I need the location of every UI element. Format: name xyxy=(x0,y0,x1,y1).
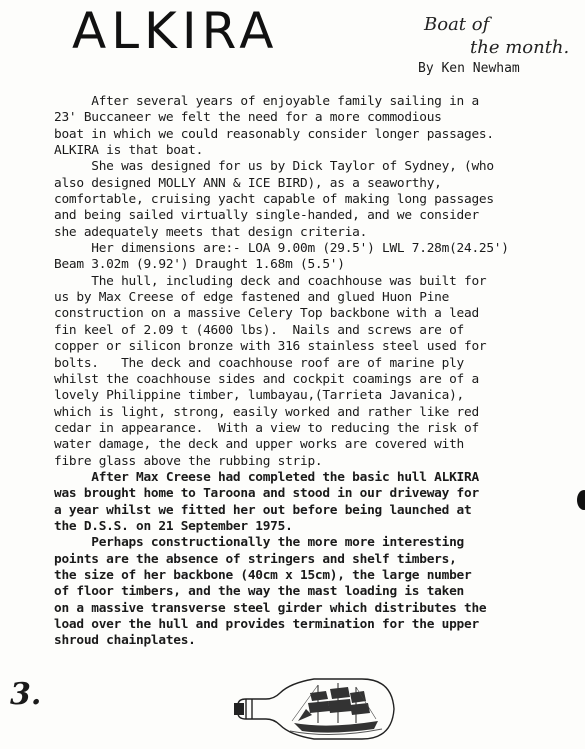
body-line: shroud chainplates. xyxy=(54,633,196,649)
body-line: Beam 3.02m (9.92') Draught 1.68m (5.5') xyxy=(54,257,345,273)
body-line: which is light, strong, easily worked and rather like red xyxy=(54,404,479,420)
body-line: of floor timbers, and the way the mast loading is taken xyxy=(54,584,464,600)
body-line: cedar in appearance. With a view to reducing the risk of xyxy=(54,420,479,436)
body-line: She was designed for us by Dick Taylor of Sydney, (who xyxy=(54,159,494,175)
body-line: copper or silicon bronze with 316 stainless steel used for xyxy=(54,339,487,355)
body-line: After several years of enjoyable family sailing in a xyxy=(54,94,479,109)
punch-hole-mark xyxy=(577,490,585,510)
body-line: Perhaps constructionally the more more interesting xyxy=(54,535,464,551)
body-line: fibre glass above the rubbing strip. xyxy=(54,453,323,469)
body-line: also designed MOLLY ANN & ICE BIRD), as a seaworthy, xyxy=(54,175,442,191)
body-line: boat in which we could reasonably consider longer passages. xyxy=(54,126,494,142)
body-line: water damage, the deck and upper works are covered with xyxy=(54,437,464,453)
body-line: After Max Creese had completed the basic hull ALKIRA xyxy=(54,469,479,485)
body-line: on a massive transverse steel girder which distributes the xyxy=(54,600,487,616)
article-body xyxy=(54,94,566,650)
body-line: was brought home to Taroona and stood in our driveway for xyxy=(54,486,479,502)
boat-of-handwritten: Boat of xyxy=(424,14,490,35)
ship-in-bottle-icon xyxy=(232,669,400,745)
author-byline: By Ken Newham xyxy=(418,61,520,76)
body-line: and being sailed virtually single-handed, and we consider xyxy=(54,208,479,224)
body-line: the size of her backbone (40cm x 15cm), the large number xyxy=(54,567,472,583)
body-line: points are the absence of stringers and shelf timbers, xyxy=(54,551,457,567)
body-line: bolts. The deck and coachhouse roof are of marine ply xyxy=(54,355,464,371)
page-number: 3. xyxy=(10,677,42,712)
body-line: comfortable, cruising yacht capable of making long passages xyxy=(54,192,494,208)
page-title: ALKIRA xyxy=(72,2,279,60)
body-line: 23' Buccaneer we felt the need for a more commodious xyxy=(54,110,442,126)
body-line: fin keel of 2.09 t (4600 lbs). Nails and screws are of xyxy=(54,322,464,338)
the-month-handwritten: the month. xyxy=(470,37,570,58)
body-line: load over the hull and provides termination for the upper xyxy=(54,617,479,632)
body-line: a year whilst we fitted her out before being launched at xyxy=(54,502,472,518)
body-line: Her dimensions are:- LOA 9.00m (29.5') LWL 7.28m(24.25') xyxy=(54,241,509,257)
body-line: she adequately meets that design criteria. xyxy=(54,224,368,240)
body-line: the D.S.S. on 21 September 1975. xyxy=(54,518,293,534)
body-line: lovely Philippine timber, lumbayau,(Tarrieta Javanica), xyxy=(54,388,464,404)
body-line: The hull, including deck and coachhouse was built for xyxy=(54,273,487,289)
body-line: construction on a massive Celery Top backbone with a lead xyxy=(54,306,479,322)
body-line: ALKIRA is that boat. xyxy=(54,143,204,159)
body-line: whilst the coachhouse sides and cockpit coamings are of a xyxy=(54,371,479,387)
body-line: us by Max Creese of edge fastened and glued Huon Pine xyxy=(54,290,450,306)
